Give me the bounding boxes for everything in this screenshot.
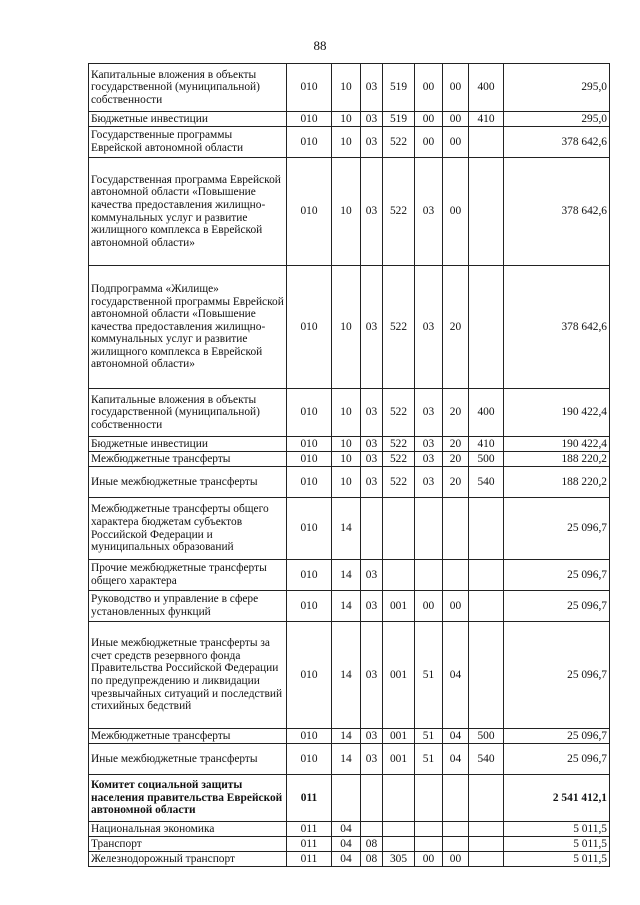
section-code: 10	[332, 437, 361, 452]
target-article-code: 519	[383, 64, 415, 112]
section-code: 14	[332, 744, 361, 775]
target-article-code	[383, 498, 415, 560]
amount: 378 642,6	[504, 266, 610, 389]
target-article-code	[443, 822, 469, 837]
amount: 5 011,5	[504, 852, 610, 867]
subsection-code	[361, 822, 383, 837]
expense-type-code	[469, 775, 504, 822]
amount: 25 096,7	[504, 729, 610, 744]
ministry-code: 010	[287, 112, 332, 127]
target-article-code: 03	[415, 266, 443, 389]
section-code: 10	[332, 158, 361, 266]
target-article-code: 522	[383, 467, 415, 498]
ministry-code: 010	[287, 467, 332, 498]
target-article-code: 00	[415, 127, 443, 158]
amount: 188 220,2	[504, 452, 610, 467]
table-row	[89, 64, 610, 112]
table-row	[89, 591, 610, 622]
row-name: Руководство и управление в сфере установленных функций	[89, 591, 287, 622]
section-code: 14	[332, 622, 361, 729]
target-article-code: 00	[415, 64, 443, 112]
target-article-code: 03	[415, 389, 443, 437]
ministry-code: 010	[287, 744, 332, 775]
amount: 295,0	[504, 112, 610, 127]
target-article-code: 001	[383, 622, 415, 729]
target-article-code	[415, 822, 443, 837]
section-code: 10	[332, 389, 361, 437]
row-name: Бюджетные инвестиции	[89, 112, 287, 127]
row-name: Государственные программы Еврейской автономной области	[89, 127, 287, 158]
expense-type-code: 410	[469, 437, 504, 452]
section-code: 10	[332, 452, 361, 467]
expense-type-code: 540	[469, 744, 504, 775]
section-code: 10	[332, 266, 361, 389]
subsection-code: 03	[361, 591, 383, 622]
target-article-code: 51	[415, 622, 443, 729]
target-article-code: 20	[443, 266, 469, 389]
target-article-code: 00	[443, 158, 469, 266]
target-article-code: 51	[415, 744, 443, 775]
subsection-code	[361, 498, 383, 560]
row-name: Капитальные вложения в объекты государственной (муниципальной) собственности	[89, 389, 287, 437]
table-row	[89, 822, 610, 837]
amount: 2 541 412,1	[504, 775, 610, 822]
target-article-code: 00	[443, 852, 469, 867]
expense-type-code: 400	[469, 64, 504, 112]
target-article-code: 20	[443, 467, 469, 498]
table-row	[89, 467, 610, 498]
target-article-code: 04	[443, 744, 469, 775]
table-row	[89, 744, 610, 775]
target-article-code: 522	[383, 437, 415, 452]
target-article-code: 04	[443, 729, 469, 744]
amount: 25 096,7	[504, 622, 610, 729]
expense-type-code: 400	[469, 389, 504, 437]
target-article-code: 522	[383, 266, 415, 389]
amount: 295,0	[504, 64, 610, 112]
subsection-code: 03	[361, 467, 383, 498]
ministry-code: 010	[287, 64, 332, 112]
table-row	[89, 266, 610, 389]
row-name: Железнодорожный транспорт	[89, 852, 287, 867]
target-article-code	[415, 837, 443, 852]
subsection-code: 03	[361, 622, 383, 729]
subsection-code	[361, 775, 383, 822]
target-article-code	[383, 560, 415, 591]
expense-type-code	[469, 837, 504, 852]
amount: 5 011,5	[504, 822, 610, 837]
amount: 5 011,5	[504, 837, 610, 852]
table-row	[89, 127, 610, 158]
row-name: Межбюджетные трансферты	[89, 729, 287, 744]
subsection-code: 03	[361, 127, 383, 158]
target-article-code: 03	[415, 158, 443, 266]
section-code: 14	[332, 498, 361, 560]
target-article-code: 522	[383, 158, 415, 266]
amount: 378 642,6	[504, 127, 610, 158]
target-article-code: 03	[415, 467, 443, 498]
target-article-code: 20	[443, 389, 469, 437]
table-row	[89, 729, 610, 744]
row-name: Прочие межбюджетные трансферты общего характера	[89, 560, 287, 591]
target-article-code	[415, 560, 443, 591]
target-article-code: 001	[383, 729, 415, 744]
row-name: Иные межбюджетные трансферты	[89, 467, 287, 498]
target-article-code	[415, 498, 443, 560]
target-article-code: 522	[383, 127, 415, 158]
ministry-code: 010	[287, 127, 332, 158]
subsection-code: 03	[361, 158, 383, 266]
row-name: Государственная программа Еврейской автономной области «Повышение качества предоставления жилищно-коммунальных услуг и развитие жилищного комплекса в Еврейской автономной области»	[89, 158, 287, 266]
table-row	[89, 498, 610, 560]
target-article-code: 522	[383, 452, 415, 467]
expense-type-code	[469, 266, 504, 389]
target-article-code: 03	[415, 437, 443, 452]
table-row	[89, 560, 610, 591]
expense-type-code	[469, 622, 504, 729]
amount: 25 096,7	[504, 560, 610, 591]
row-name: Межбюджетные трансферты	[89, 452, 287, 467]
ministry-code: 010	[287, 452, 332, 467]
target-article-code: 00	[443, 64, 469, 112]
expense-type-code	[469, 560, 504, 591]
ministry-code: 011	[287, 852, 332, 867]
section-code: 10	[332, 112, 361, 127]
ministry-code: 011	[287, 775, 332, 822]
row-name: Транспорт	[89, 837, 287, 852]
subsection-code: 03	[361, 437, 383, 452]
target-article-code: 03	[415, 452, 443, 467]
table-row	[89, 622, 610, 729]
ministry-code: 010	[287, 389, 332, 437]
target-article-code: 51	[415, 729, 443, 744]
subsection-code: 03	[361, 560, 383, 591]
target-article-code: 20	[443, 437, 469, 452]
expense-type-code: 500	[469, 729, 504, 744]
target-article-code: 00	[415, 112, 443, 127]
target-article-code: 001	[383, 591, 415, 622]
table-row	[89, 775, 610, 822]
target-article-code	[443, 498, 469, 560]
amount: 190 422,4	[504, 437, 610, 452]
target-article-code: 04	[443, 622, 469, 729]
target-article-code: 00	[443, 127, 469, 158]
table-body	[89, 64, 610, 867]
target-article-code: 305	[383, 852, 415, 867]
section-code: 10	[332, 64, 361, 112]
target-article-code: 00	[443, 591, 469, 622]
ministry-code: 010	[287, 622, 332, 729]
target-article-code	[415, 775, 443, 822]
section-code: 14	[332, 560, 361, 591]
expense-type-code: 540	[469, 467, 504, 498]
target-article-code	[383, 822, 415, 837]
row-name: Иные межбюджетные трансферты за счет средств резервного фонда Правительства Российской Федерации по предупреждению и ликвидации чрезвычайных ситуаций и последствий стихийных бедствий	[89, 622, 287, 729]
section-code	[332, 775, 361, 822]
row-name: Бюджетные инвестиции	[89, 437, 287, 452]
target-article-code: 00	[415, 591, 443, 622]
ministry-code: 010	[287, 591, 332, 622]
row-name: Комитет социальной защиты населения правительства Еврейской автономной области	[89, 775, 287, 822]
section-code: 04	[332, 822, 361, 837]
target-article-code	[383, 837, 415, 852]
target-article-code: 001	[383, 744, 415, 775]
section-code: 10	[332, 467, 361, 498]
ministry-code: 010	[287, 498, 332, 560]
target-article-code: 20	[443, 452, 469, 467]
subsection-code: 03	[361, 729, 383, 744]
expense-type-code	[469, 822, 504, 837]
ministry-code: 011	[287, 822, 332, 837]
subsection-code: 03	[361, 266, 383, 389]
subsection-code: 08	[361, 837, 383, 852]
target-article-code	[443, 837, 469, 852]
subsection-code: 03	[361, 744, 383, 775]
ministry-code: 010	[287, 729, 332, 744]
table-row	[89, 837, 610, 852]
target-article-code: 00	[415, 852, 443, 867]
expense-type-code	[469, 127, 504, 158]
subsection-code: 03	[361, 112, 383, 127]
target-article-code	[443, 560, 469, 591]
expense-type-code	[469, 498, 504, 560]
section-code: 04	[332, 837, 361, 852]
section-code: 04	[332, 852, 361, 867]
row-name: Иные межбюджетные трансферты	[89, 744, 287, 775]
section-code: 14	[332, 729, 361, 744]
expense-type-code: 500	[469, 452, 504, 467]
ministry-code: 010	[287, 158, 332, 266]
amount: 378 642,6	[504, 158, 610, 266]
amount: 188 220,2	[504, 467, 610, 498]
budget-table	[88, 63, 610, 867]
expense-type-code: 410	[469, 112, 504, 127]
subsection-code: 03	[361, 452, 383, 467]
amount: 25 096,7	[504, 591, 610, 622]
table-row	[89, 112, 610, 127]
table-row	[89, 437, 610, 452]
expense-type-code	[469, 158, 504, 266]
expense-type-code	[469, 591, 504, 622]
target-article-code	[383, 775, 415, 822]
table-row	[89, 452, 610, 467]
target-article-code: 00	[443, 112, 469, 127]
section-code: 10	[332, 127, 361, 158]
subsection-code: 03	[361, 64, 383, 112]
row-name: Капитальные вложения в объекты государственной (муниципальной) собственности	[89, 64, 287, 112]
target-article-code: 519	[383, 112, 415, 127]
ministry-code: 010	[287, 437, 332, 452]
ministry-code: 010	[287, 560, 332, 591]
table-row	[89, 158, 610, 266]
amount: 25 096,7	[504, 744, 610, 775]
amount: 25 096,7	[504, 498, 610, 560]
subsection-code: 08	[361, 852, 383, 867]
page-number: 88	[313, 38, 327, 53]
ministry-code: 011	[287, 837, 332, 852]
ministry-code: 010	[287, 266, 332, 389]
table-row	[89, 389, 610, 437]
target-article-code	[443, 775, 469, 822]
amount: 190 422,4	[504, 389, 610, 437]
row-name: Подпрограмма «Жилище» государственной программы Еврейской автономной области «Повышение качества предоставления жилищно-коммунальных услуг и развитие жилищного комплекса в Еврейской автономной области»	[89, 266, 287, 389]
row-name: Национальная экономика	[89, 822, 287, 837]
row-name: Межбюджетные трансферты общего характера бюджетам субъектов Российской Федерации и муниципальных образований	[89, 498, 287, 560]
table-row	[89, 852, 610, 867]
section-code: 14	[332, 591, 361, 622]
subsection-code: 03	[361, 389, 383, 437]
expense-type-code	[469, 852, 504, 867]
target-article-code: 522	[383, 389, 415, 437]
